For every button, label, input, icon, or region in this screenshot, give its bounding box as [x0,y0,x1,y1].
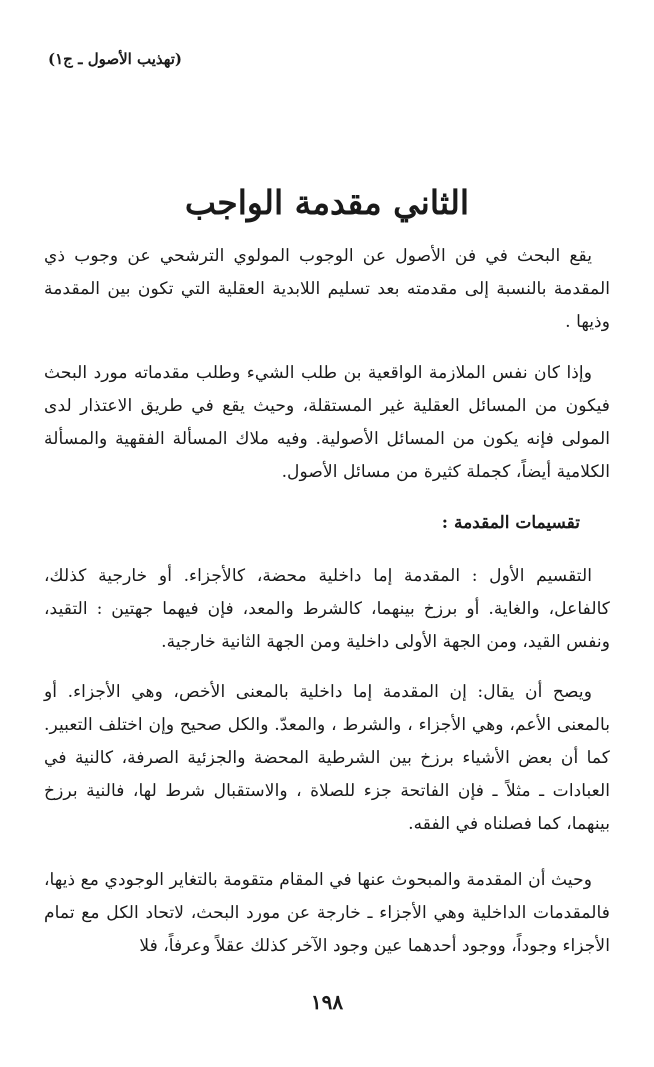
section-title: الثاني مقدمة الواجب [184,183,470,222]
running-header: (تهذيب الأصول ـ ج١) [48,50,182,68]
paragraph-3: التقسيم الأول : المقدمة إما داخلية محضة، كالأجزاء. أو خارجية كذلك، كالفاعل، والغاية. أو برزخ بينهما، كالشرط والمعد، فإن فيهما جهتين : التقيد، ونفس القيد، ومن الجهة الأولى داخلية ومن الجهة الثانية خارجية. [44,566,610,652]
subheading-divisions: تقسيمات المقدمة : [441,513,580,533]
paragraph-5: وحيث أن المقدمة والمبحوث عنها في المقام متقومة بالتغاير الوجودي مع ذيها، فالمقدمات الداخلية وهي الأجزاء ـ خارجة عن مورد البحث، لاتحاد الكل مع تمام الأجزاء وجوداً، ووجود أحدهما عين وجود الآخر كذلك عقلاً وعرفاً، فلا [44,870,610,956]
page-number: ١٩٨ [310,990,344,1014]
paragraph-1: يقع البحث في فن الأصول عن الوجوب المولوي الترشحي عن وجوب ذي المقدمة بالنسبة إلى مقدمته بعد تسليم اللابدية العقلية التي تكون بين المقدمة وذيها . [44,246,610,332]
paragraph-4: ويصح أن يقال: إن المقدمة إما داخلية بالمعنى الأخص، وهي الأجزاء. أو بالمعنى الأعم، وهي الأجزاء ، والشرط ، والمعدّ. والكل صحيح وإن اختلف التعبير. كما أن بعض الأشياء برزخ بين الشرطية المحضة والجزئية الصرفة، كالنية في العبادات ـ مثلاً ـ فإن الفاتحة جزء للصلاة ، والاستقبال شرط لها، فالنية برزخ بينهما، كما فصلناه في الفقه. [44,682,610,834]
paragraph-2: وإذا كان نفس الملازمة الواقعية بن طلب الشيء وطلب مقدماته مورد البحث فيكون من المسائل العقلية غير المستقلة، وحيث يقع في طريق الاعتذار لدى المولى فإنه يكون من المسائل الأصولية. وفيه ملاك المسألة الفقهية والمسألة الكلامية أيضاً، كجملة كثيرة من مسائل الأصول. [44,363,610,482]
